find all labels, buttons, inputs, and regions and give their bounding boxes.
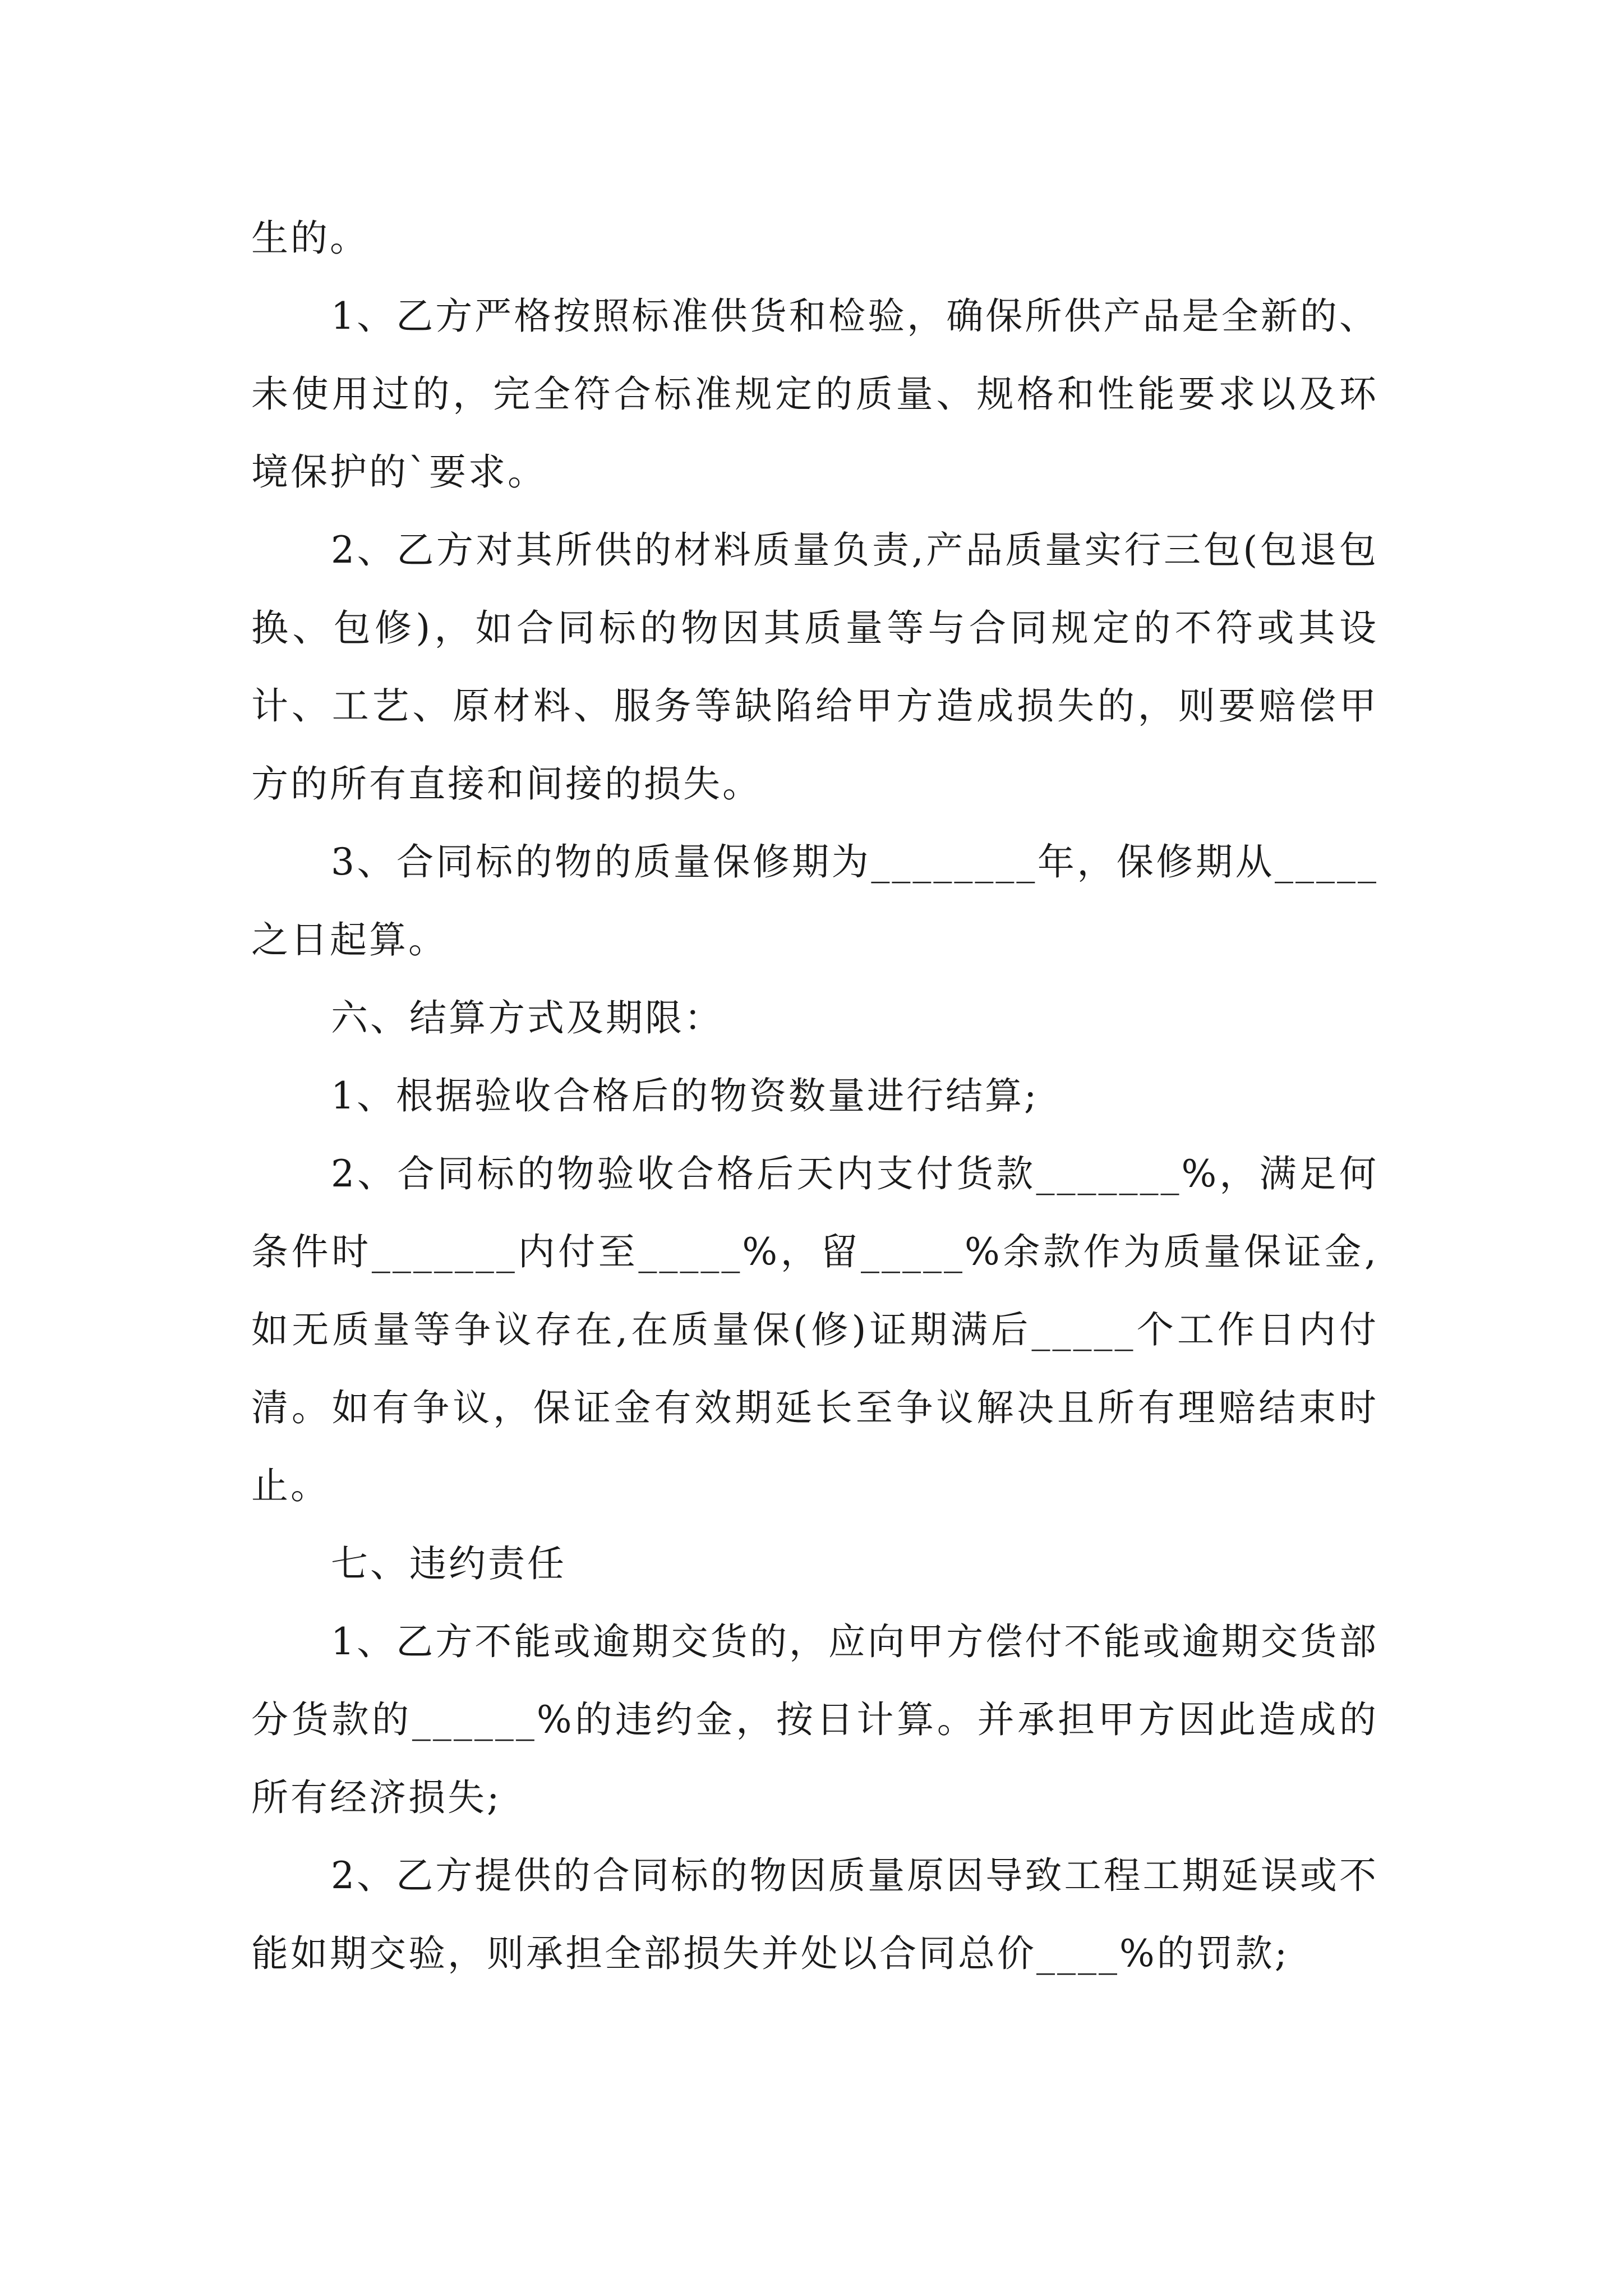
section-heading-settlement: 六、结算方式及期限：	[331, 996, 723, 1039]
section-heading-liability: 七、违约责任	[331, 1542, 566, 1585]
paragraph-liability-clause-2: 2、乙方提供的合同标的物因质量原因导致工程工期延误或不能如期交验，则承担全部损失并处以合同总价____%的罚款;	[251, 1854, 1378, 1975]
paragraph-quality-clause-1: 1、乙方严格按照标准供货和检验，确保所供产品是全新的、未使用过的，完全符合标准规定的质量、规格和性能要求以及环境保护的`要求。	[251, 295, 1378, 494]
document-body	[251, 199, 1378, 1993]
paragraph-liability-clause-1: 1、乙方不能或逾期交货的，应向甲方偿付不能或逾期交货部分货款的______%的违约金，按日计算。并承担甲方因此造成的所有经济损失;	[251, 1620, 1378, 1819]
paragraph-settlement-clause-1: 1、根据验收合格后的物资数量进行结算;	[331, 1074, 1039, 1117]
paragraph-continuation: 生的。	[251, 217, 369, 260]
paragraph-quality-clause-2: 2、乙方对其所供的材料质量负责,产品质量实行三包(包退包换、包修)，如合同标的物因其质量等与合同规定的不符或其设计、工艺、原材料、服务等缺陷给甲方造成损失的，则要赔偿甲方的所有直接和间接的损失。	[251, 528, 1378, 806]
paragraph-quality-clause-3: 3、合同标的物的质量保修期为________年，保修期从_____之日起算。	[251, 840, 1378, 961]
paragraph-settlement-clause-2: 2、合同标的物验收合格后天内支付货款_______%，满足何条件时_______内付至_____%，留_____%余款作为质量保证金,如无质量等争议存在,在质量保(修)证期满后_____个工作日内付清。如有争议，保证金有效期延长至争议解决且所有理赔结束时止。	[251, 1152, 1378, 1507]
